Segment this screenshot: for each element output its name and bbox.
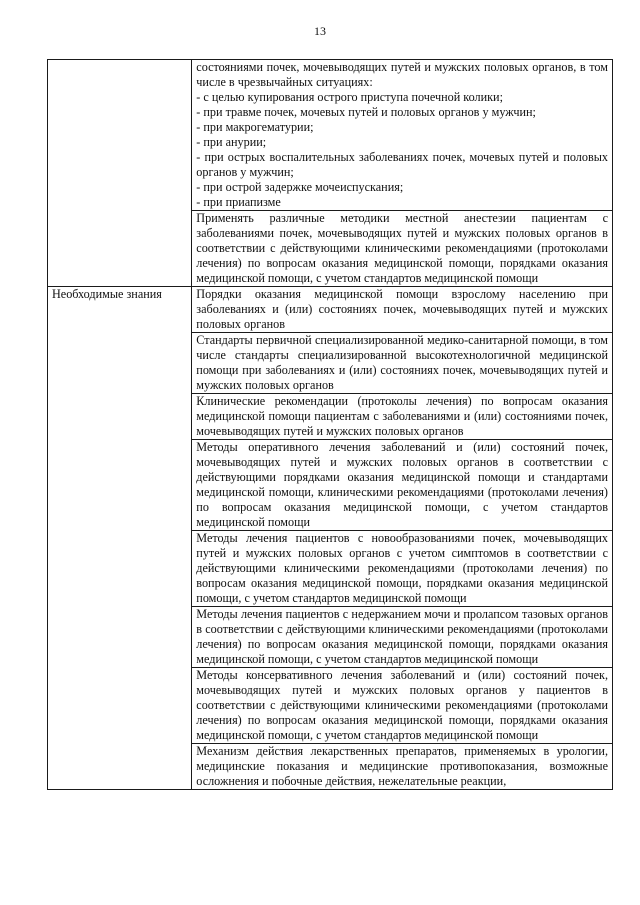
row-content-cell: [192, 607, 613, 668]
list-item: - при приапизме: [196, 195, 281, 209]
content-line: Порядки оказания медицинской помощи взрослому населению при заболеваниях и (или) состояниях почек, мочевыводящих путей и мужских половых органов: [196, 287, 608, 331]
row-content-cell: [192, 744, 613, 790]
content-line: Методы консервативного лечения заболеваний и (или) состояний почек, мочевыводящих путей и мужских половых органов у пациентов в соответствии с действующими клиническими рекомендациями (протоколами лечения) по вопросам оказания медицинской помощи, порядками оказания медицинской помощи, с учетом стандартов медицинской помощи: [196, 668, 608, 742]
page-number: 13: [314, 24, 326, 38]
row-content-cell: [192, 531, 613, 607]
row-content-cell: [192, 668, 613, 744]
row-content-cell: [192, 440, 613, 531]
content-line: Методы лечения пациентов с новообразованиями почек, мочевыводящих путей и мужских половых органов с учетом симптомов в соответствии с действующими клиническими рекомендациями (протоколами лечения) по вопросам оказания медицинской помощи, порядками оказания медицинской помощи, с учетом стандартов медицинской помощи: [196, 531, 608, 605]
list-item: - при острых воспалительных заболеваниях почек, мочевых путей и половых органов у мужчин;: [196, 150, 608, 179]
required-knowledge-label: Необходимые знания: [48, 287, 192, 790]
content-line: Методы лечения пациентов с недержанием мочи и пролапсом тазовых органов в соответствии с действующими клиническими рекомендациями (протоколами лечения) по вопросам оказания медицинской помощи, порядками оказания медицинской помощи, с учетом стандартов медицинской помощи: [196, 607, 608, 666]
content-line: состояниями почек, мочевыводящих путей и мужских половых органов, в том числе в чрезвычайных ситуациях:: [196, 60, 608, 89]
content-line: Применять различные методики местной анестезии пациентам с заболеваниями почек, мочевыводящих путей и мужских половых органов в соответствии с действующими клиническими рекомендациями (протоколами лечения) по вопросам оказания медицинской помощи, порядками оказания медицинской помощи, с учетом стандартов медицинской помощи: [196, 211, 608, 285]
row-content-cell: [192, 287, 613, 333]
content-line: Клинические рекомендации (протоколы лечения) по вопросам оказания медицинской помощи пациентам с заболеваниями и (или) состояниями почек, мочевыводящих путей и мужских половых органов: [196, 394, 608, 438]
content-line: Методы оперативного лечения заболеваний и (или) состояний почек, мочевыводящих путей и мужских половых органов в соответствии с действующими порядками оказания медицинской помощи и стандартами медицинской помощи, клиническими рекомендациями (протоколами лечения) по вопросам оказания медицинской помощи, с учетом стандартов медицинской помощи: [196, 440, 608, 529]
row-label-cell: [48, 60, 192, 287]
list-item: - при острой задержке мочеиспускания;: [196, 180, 404, 194]
table-row: [48, 60, 613, 211]
list-item: - с целью купирования острого приступа почечной колики;: [196, 90, 503, 104]
list-item: - при травме почек, мочевых путей и половых органов у мужчин;: [196, 105, 536, 119]
row-content-cell: [192, 333, 613, 394]
content-line: Механизм действия лекарственных препаратов, применяемых в урологии, медицинские показания и медицинские противопоказания, возможные осложнения и побочные действия, нежелательные реакции,: [196, 744, 608, 788]
row-content-cell: [192, 211, 613, 287]
content-line: Стандарты первичной специализированной медико-санитарной помощи, в том числе стандарты специализированной высокотехнологичной медицинской помощи при заболеваниях и (или) состояниях почек, мочевыводящих путей и мужских половых органов: [196, 333, 608, 392]
row-content-cell: [192, 60, 613, 211]
list-item: - при макрогематурии;: [196, 120, 314, 134]
list-item: - при анурии;: [196, 135, 267, 149]
table-row: [48, 287, 613, 333]
row-content-cell: [192, 394, 613, 440]
competency-table: [47, 59, 613, 790]
